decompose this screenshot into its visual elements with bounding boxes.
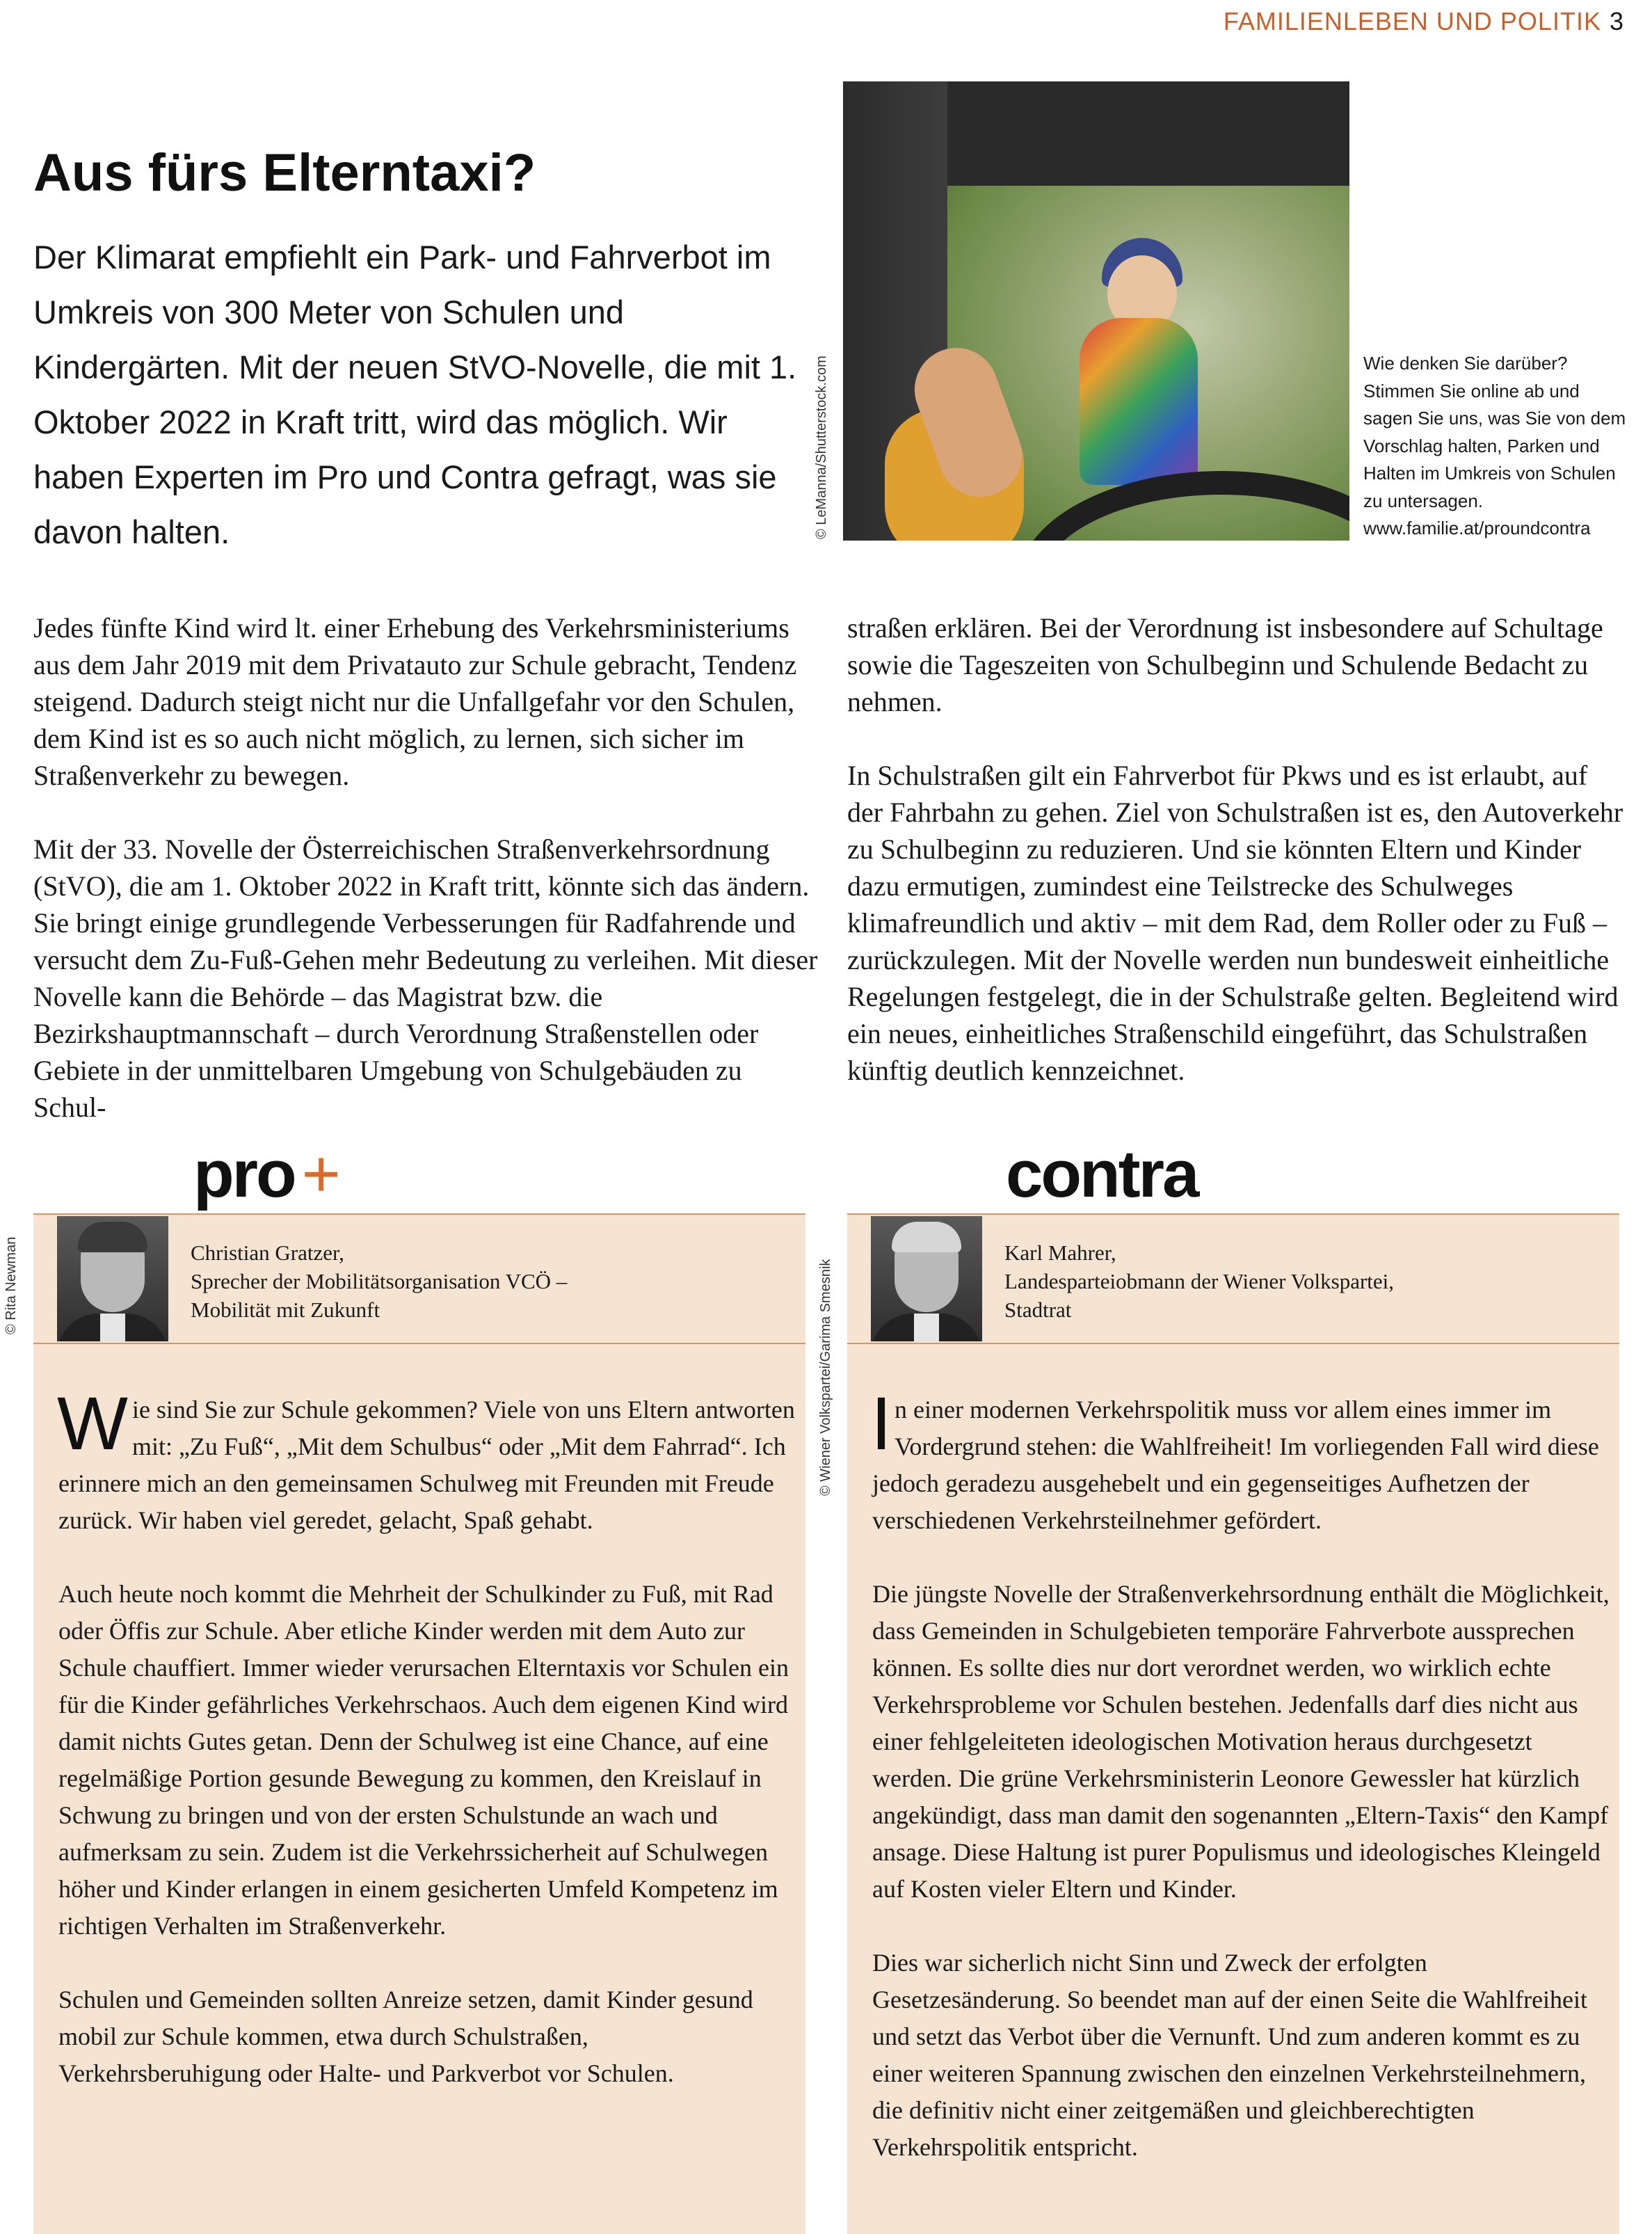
body-paragraph: Mit der 33. Novelle der Österreichischen Straßenverkehrsordnung (StVO), die am 1. Oktober 2022 in Kraft tritt, könnte sich das ändern. Sie bringt einige grundlegende Verbesserungen für Radfahrende und versucht dem Zu-Fuß-Gehen mehr Bedeutung zu verleihen. Mit dieser Novelle kann die Behörde – das Magistrat bzw. die Bezirkshauptmannschaft – durch Verordnung Straßenstellen oder Gebiete in der unmittelbaren Umgebung von Schulgebäuden zu Schul- <box>33 833 818 1123</box>
pro-label-text: pro <box>193 1137 295 1211</box>
article-photo <box>843 81 1349 541</box>
contra-paragraph: Die jüngste Novelle der Straßenverkehrsordnung enthält die Möglichkeit, dass Gemeinden in Schulgebieten temporäre Fahrverbote aussprechen können. Es sollte dies nur dort verordnet werden, wo wirklich echte Verkehrsprobleme vor Schulen bestehen. Jedenfalls darf dies nicht aus einer fehlgeleiteten ideologischen Motivation heraus durchgesetzt werden. Die grüne Verkehrsministerin Leonore Gewessler hat kürzlich angekündigt, dass man damit den sogenannten „Eltern-Taxis“ den Kampf ansage. Diese Haltung ist purer Populismus und ideologisches Kleingeld auf Kosten vieler Eltern und Kinder. <box>872 1580 1610 1903</box>
page-header <box>1224 7 1624 36</box>
contra-author-role: Landesparteiobmann der Wiener Volkspartei, <box>1004 1269 1395 1293</box>
pro-paragraph-text: ie sind Sie zur Schule gekommen? Viele von uns Eltern antworten mit: „Zu Fuß“, „Mit dem Schulbus“ oder „Mit dem Fahrrad“. Ich erinnere mich an den gemeinsamen Schulweg mit Freunden mit Freude zurück. Wir haben viel geredet, gelacht, Spaß gehabt. <box>58 1396 795 1534</box>
contra-photo-credit: © Wiener Volkspartei/Garima Smesnik <box>818 1259 833 1496</box>
contra-paragraph-text: n einer modernen Verkehrspolitik muss vor allem eines immer im Vordergrund stehen: die Wahlfreiheit! Im vorliegenden Fall wird diese jedoch geradezu ausgehebelt und ein gegenseitiges Aufhetzen der verschiedenen Verkehrsteilnehmer gefördert. <box>872 1396 1599 1534</box>
body-paragraph: In Schulstraßen gilt ein Fahrverbot für Pkws und es ist erlaubt, auf der Fahrbahn zu gehen. Ziel von Schulstraßen ist es, den Autoverkehr zu Schulbeginn zu reduzieren. Und sie könnten Eltern und Kinder dazu ermutigen, zumindest eine Teilstrecke des Schulweges klimafreundlich und aktiv – mit dem Rad, dem Roller oder zu Fuß – zurückzulegen. Mit der Novelle werden nun bundesweit einheitliche Regelungen festgelegt, die in der Schulstraße gelten. Begleitend wird ein neues, einheitliches Straßenschild eingeführt, das Schulstraßen künftig deutlich kennzeichnet. <box>847 760 1623 1086</box>
contra-author-name: Karl Mahrer, <box>1004 1240 1116 1265</box>
contra-label: contra <box>1006 1137 1198 1211</box>
pro-photo-credit: © Rita Newman <box>3 1236 19 1334</box>
contra-text <box>871 1381 1610 2203</box>
article-lead: Der Klimarat empfiehlt ein Park- und Fahrverbot im Umkreis von 300 Meter von Schulen und Kindergärten. Mit der neuen StVO-Novelle, die mit 1. Oktober 2022 in Kraft tritt, wird das möglich. Wir haben Experten im Pro und Contra gefragt, was sie davon halten. <box>33 239 797 550</box>
contra-portrait <box>871 1216 982 1341</box>
body-paragraph: Jedes fünfte Kind wird lt. einer Erhebung des Verkehrsministeriums aus dem Jahr 2019 mit dem Privatauto zur Schule gebracht, Tendenz steigend. Dadurch steigt nicht nur die Unfallgefahr vor den Schulen, dem Kind ist es so auch nicht möglich, zu lernen, sich sicher im Straßenverkehr zu bewegen. <box>33 612 797 791</box>
body-column-2 <box>847 609 1626 1089</box>
drop-cap: I <box>871 1381 892 1465</box>
contra-paragraph: Dies war sicherlich nicht Sinn und Zweck der erfolgten Gesetzesänderung. So beendet man auf der einen Seite die Wahlfreiheit und setzt das Verbot über die Vernunft. Und zum anderen kommt es zu einer weiteren Spannung zwischen den einzelnen Verkehrsteilnehmern, die definitiv nicht einer zeitgemäßen und gleichberechtigten Verkehrspolitik entspricht. <box>872 1949 1588 2161</box>
section-title: FAMILIENLEBEN UND POLITIK <box>1223 7 1601 35</box>
pro-paragraph: Auch heute noch kommt die Mehrheit der Schulkinder zu Fuß, mit Rad oder Öffis zur Schule. Aber etliche Kinder werden mit dem Auto zur Schule chauffiert. Immer wieder verursachen Elterntaxis vor Schulen ein für die Kinder gefährliches Verkehrschaos. Auch dem eigenen Kind wird damit nichts Gutes getan. Denn der Schulweg ist eine Chance, auf eine regelmäßige Portion gesunde Bewegung zu kommen, den Kreislauf in Schwung zu bringen und von der ersten Schulstunde an wach und aufmerksam zu sein. Zudem ist die Verkehrssicherheit auf Schulwegen höher und Kinder erlangen in einem gesicherten Umfeld Kompetenz im richtigen Verhalten im Straßenverkehr. <box>58 1580 789 1940</box>
pro-author-name: Christian Gratzer, <box>191 1240 344 1265</box>
contra-author-role: Stadtrat <box>1004 1298 1072 1322</box>
contra-panel <box>847 1213 1619 2234</box>
pro-author <box>191 1238 789 1324</box>
pro-portrait <box>57 1216 168 1341</box>
contra-author <box>1004 1238 1603 1324</box>
pro-author-role: Mobilität mit Zukunft <box>191 1298 380 1322</box>
article-title: Aus fürs Elterntaxi? <box>33 143 536 202</box>
contra-paragraph <box>871 1381 1610 1539</box>
photo-caption: Wie denken Sie darüber? Stimmen Sie online ab und sagen Sie uns, was Sie von dem Vorschlag halten, Parken und Halten im Umkreis von Schulen zu untersagen. www.familie.at/proundcontra <box>1363 353 1626 538</box>
pro-text <box>57 1381 796 2129</box>
pro-label <box>193 1137 339 1211</box>
body-paragraph: straßen erklären. Bei der Verordnung ist insbesondere auf Schultage sowie die Tageszeiten von Schulbeginn und Schulende Bedacht zu nehmen. <box>847 612 1603 717</box>
body-column-1 <box>33 609 819 1126</box>
pro-paragraph: Schulen und Gemeinden sollten Anreize setzen, damit Kinder gesund mobil zur Schule kommen, etwa durch Schulstraßen, Verkehrsberuhigung oder Halte- und Parkverbot vor Schulen. <box>58 1986 753 2087</box>
pro-author-role: Sprecher der Mobilitätsorganisation VCÖ – <box>191 1269 568 1293</box>
page-number: 3 <box>1609 7 1624 35</box>
drop-cap: W <box>57 1381 128 1465</box>
photo-credit: © LeManna/Shutterstock.com <box>814 356 829 539</box>
plus-icon: + <box>301 1137 339 1211</box>
pro-paragraph <box>57 1381 796 1539</box>
pro-panel <box>33 1213 805 2234</box>
